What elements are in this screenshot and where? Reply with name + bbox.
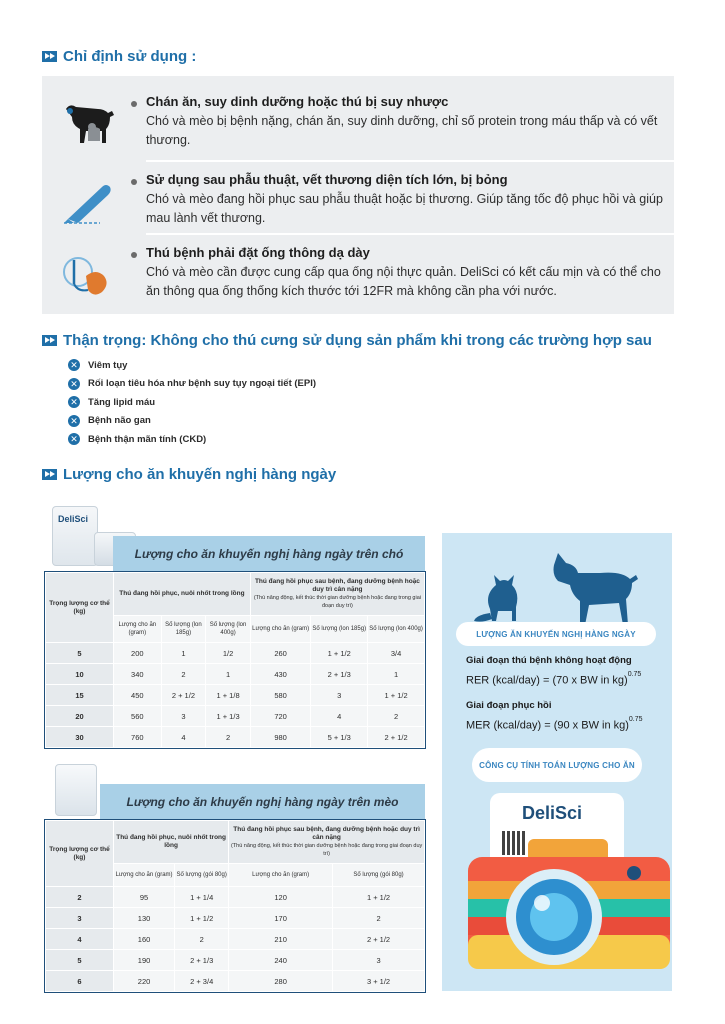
table-cell: 4 — [161, 727, 206, 748]
caution-text: Tăng lipid máu — [88, 396, 156, 408]
group1-header: Thú đang hồi phục, nuôi nhốt trong lồng — [114, 573, 251, 616]
stage1-label: Giai đoạn thú bệnh không hoạt động — [466, 655, 632, 666]
table-cell: 170 — [229, 908, 333, 929]
table-cell: 1 + 1/3 — [206, 706, 251, 727]
subheader: Số lượng (lon 400g) — [368, 616, 425, 643]
cat-feeding-table — [45, 820, 425, 992]
weight-cell: 3 — [46, 908, 114, 929]
table-cell: 4 — [311, 706, 368, 727]
table-cell: 3 — [311, 685, 368, 706]
table-cell: 2 — [368, 706, 425, 727]
daily-heading — [42, 466, 336, 483]
table-row — [46, 950, 425, 971]
caution-text: Viêm tụy — [88, 359, 128, 371]
table-row — [46, 971, 425, 992]
subheader: Lượng cho ăn (gram) — [114, 864, 175, 887]
table-cell: 5 + 1/3 — [311, 727, 368, 748]
table-cell: 210 — [229, 929, 333, 950]
list-item — [68, 430, 316, 449]
table-cell: 200 — [114, 643, 162, 664]
qr-brand-logo: DeliSci — [522, 803, 583, 823]
table-cell: 580 — [250, 685, 311, 706]
stage1-exponent: 0.75 — [627, 671, 642, 678]
subheader: Số lượng (lon 185g) — [311, 616, 368, 643]
stage2-exponent: 0.75 — [628, 716, 643, 723]
stage2-formula: MER (kcal/day) = (90 x BW in kg) — [466, 719, 629, 732]
group2-title: Thú đang hồi phục sau bệnh, đang dưỡng bệnh hoặc duy trì cân nặng — [233, 826, 420, 841]
subheader: Lượng cho ăn (gram) — [229, 864, 333, 887]
table-cell: 3 — [161, 706, 206, 727]
weight-cell: 5 — [46, 643, 114, 664]
table-row — [46, 929, 425, 950]
table-cell: 260 — [250, 643, 311, 664]
indication-desc: Chó và mèo cần được cung cấp qua ống nội thực quản. DeliSci có kết cấu mịn và có thể cho ăn thông qua ống thống kích thước tới 12FR mà không cần pha với nước. — [146, 265, 661, 298]
table-cell: 450 — [114, 685, 162, 706]
section-arrow-icon — [42, 51, 57, 62]
group2-header — [250, 573, 424, 616]
table-cell: 2 — [206, 727, 251, 748]
table-cell: 280 — [229, 971, 333, 992]
table-cell: 2 + 1/3 — [311, 664, 368, 685]
indication-title: Sử dụng sau phẫu thuật, vết thương diện tích lớn, bị bỏng — [146, 172, 508, 187]
table-cell: 1 + 1/2 — [368, 685, 425, 706]
indication-heading — [42, 48, 196, 65]
table-cell: 240 — [229, 950, 333, 971]
table-cell: 3 + 1/2 — [333, 971, 425, 992]
table-cell: 1 + 1/2 — [333, 887, 425, 908]
stage1-formula-line — [466, 671, 642, 687]
subheader: Số lượng (gói 80g) — [333, 864, 425, 887]
weight-cell: 20 — [46, 706, 114, 727]
energy-info-panel — [442, 533, 672, 991]
indication-desc: Chó và mèo đang hồi phục sau phẫu thuật hoặc bị thương. Giúp tăng tốc độ phục hồi và giúp mau lành vết thương. — [146, 192, 663, 225]
list-item — [68, 412, 316, 431]
bullet-dot — [131, 252, 137, 258]
x-circle-icon: ✕ — [68, 433, 80, 445]
daily-amount-pill: LƯỢNG ĂN KHUYẾN NGHỊ HÀNG NGÀY — [456, 622, 656, 646]
indication-title: Chán ăn, suy dinh dưỡng hoặc thú bị suy nhược — [146, 94, 449, 109]
scalpel-icon — [60, 177, 120, 227]
table-row — [46, 643, 425, 664]
stage2-label: Giai đoạn phục hồi — [466, 700, 552, 711]
weight-cell: 5 — [46, 950, 114, 971]
table-cell: 220 — [114, 971, 175, 992]
caution-text: Bệnh thận mãn tính (CKD) — [88, 433, 207, 445]
cat-dog-silhouette-icon — [442, 539, 672, 629]
table-cell: 560 — [114, 706, 162, 727]
weight-header: Trọng lượng cơ thể (kg) — [46, 573, 114, 643]
list-item — [68, 393, 316, 412]
bullet-dot — [131, 101, 137, 107]
daily-heading-text: Lượng cho ăn khuyến nghị hàng ngày — [63, 466, 337, 483]
cat-product-pouch — [55, 764, 97, 816]
x-circle-icon: ✕ — [68, 378, 80, 390]
group1-header: Thú đang hồi phục, nuôi nhốt trong lồng — [114, 821, 229, 864]
section-arrow-icon — [42, 469, 57, 480]
group2-note: (Thú năng động, kết thúc thời gian dưỡng bệnh hoặc đang trong giai đoạn duy trì) — [230, 843, 423, 857]
calculator-tool-button[interactable]: CÔNG CỤ TÍNH TOÁN LƯỢNG CHO ĂN — [472, 748, 642, 782]
weight-cell: 4 — [46, 929, 114, 950]
dog-cat-icon — [60, 99, 120, 149]
weight-cell: 15 — [46, 685, 114, 706]
table-cell: 340 — [114, 664, 162, 685]
table-cell: 720 — [250, 706, 311, 727]
group2-note: (Thú năng động, kết thúc thời gian dưỡng bệnh hoặc đang trong giai đoạn duy trì) — [253, 595, 421, 609]
dog-table-title: Lượng cho ăn khuyến nghị hàng ngày trên chó — [113, 536, 425, 572]
caution-list — [68, 356, 316, 449]
divider — [146, 233, 674, 235]
table-row — [46, 706, 425, 727]
subheader: Số lượng (lon 185g) — [161, 616, 206, 643]
table-cell: 190 — [114, 950, 175, 971]
group2-header — [229, 821, 425, 864]
camera-icon[interactable] — [464, 833, 674, 973]
table-cell: 430 — [250, 664, 311, 685]
table-cell: 3/4 — [368, 643, 425, 664]
table-cell: 160 — [114, 929, 175, 950]
indication-heading-text: Chỉ định sử dụng : — [63, 48, 197, 65]
table-cell: 2 — [161, 664, 206, 685]
table-cell: 2 + 3/4 — [175, 971, 229, 992]
product-brand: DeliSci — [58, 514, 89, 524]
table-row — [46, 727, 425, 748]
x-circle-icon: ✕ — [68, 359, 80, 371]
indication-desc: Chó và mèo bị bệnh nặng, chán ăn, suy dinh dưỡng, chỉ số protein trong máu thấp và có vết thương. — [146, 114, 658, 147]
table-cell: 1 — [368, 664, 425, 685]
stage1-formula: RER (kcal/day) = (70 x BW in kg) — [466, 674, 628, 687]
weight-cell: 6 — [46, 971, 114, 992]
table-row — [46, 685, 425, 706]
list-item — [68, 375, 316, 394]
table-cell: 1 + 1/2 — [175, 908, 229, 929]
table-cell: 2 + 1/3 — [175, 950, 229, 971]
table-cell: 1 — [206, 664, 251, 685]
feeding-tube-icon — [60, 250, 120, 300]
caution-text: Rối loạn tiêu hóa như bệnh suy tụy ngoại tiết (EPI) — [88, 378, 317, 390]
table-cell: 2 — [333, 908, 425, 929]
x-circle-icon: ✕ — [68, 396, 80, 408]
table-cell: 1 — [161, 643, 206, 664]
subheader: Lượng cho ăn (gram) — [250, 616, 311, 643]
table-cell: 130 — [114, 908, 175, 929]
divider — [146, 160, 674, 162]
subheader: Số lượng (lon 400g) — [206, 616, 251, 643]
weight-cell: 10 — [46, 664, 114, 685]
indication-panel — [42, 76, 674, 314]
table-cell: 1 + 1/4 — [175, 887, 229, 908]
table-cell: 2 — [175, 929, 229, 950]
weight-cell: 30 — [46, 727, 114, 748]
table-row — [46, 887, 425, 908]
caution-text: Bệnh não gan — [88, 415, 151, 427]
caution-heading-text: Thận trọng: Không cho thú cưng sử dụng sản phẩm khi trong các trường hợp sau — [63, 332, 652, 349]
weight-cell: 2 — [46, 887, 114, 908]
table-cell: 2 + 1/2 — [368, 727, 425, 748]
table-cell: 760 — [114, 727, 162, 748]
section-arrow-icon — [42, 335, 57, 346]
table-cell: 3 — [333, 950, 425, 971]
table-cell: 1 + 1/2 — [311, 643, 368, 664]
table-cell: 95 — [114, 887, 175, 908]
stage2-formula-line — [466, 716, 643, 732]
bullet-dot — [131, 179, 137, 185]
caution-heading — [42, 332, 652, 349]
table-cell: 1 + 1/8 — [206, 685, 251, 706]
cat-table-title: Lượng cho ăn khuyến nghị hàng ngày trên mèo — [100, 784, 425, 820]
table-cell: 1/2 — [206, 643, 251, 664]
list-item — [68, 356, 316, 375]
indication-title: Thú bệnh phải đặt ống thông dạ dày — [146, 245, 370, 260]
subheader: Lượng cho ăn (gram) — [114, 616, 162, 643]
x-circle-icon: ✕ — [68, 415, 80, 427]
group2-title: Thú đang hồi phục sau bệnh, đang dưỡng bệnh hoặc duy trì cân nặng — [254, 578, 420, 593]
table-cell: 120 — [229, 887, 333, 908]
subheader: Số lượng (gói 80g) — [175, 864, 229, 887]
table-row — [46, 664, 425, 685]
weight-header: Trọng lượng cơ thể (kg) — [46, 821, 114, 887]
table-row — [46, 908, 425, 929]
table-cell: 2 + 1/2 — [161, 685, 206, 706]
table-cell: 2 + 1/2 — [333, 929, 425, 950]
table-cell: 980 — [250, 727, 311, 748]
dog-feeding-table — [45, 572, 425, 748]
